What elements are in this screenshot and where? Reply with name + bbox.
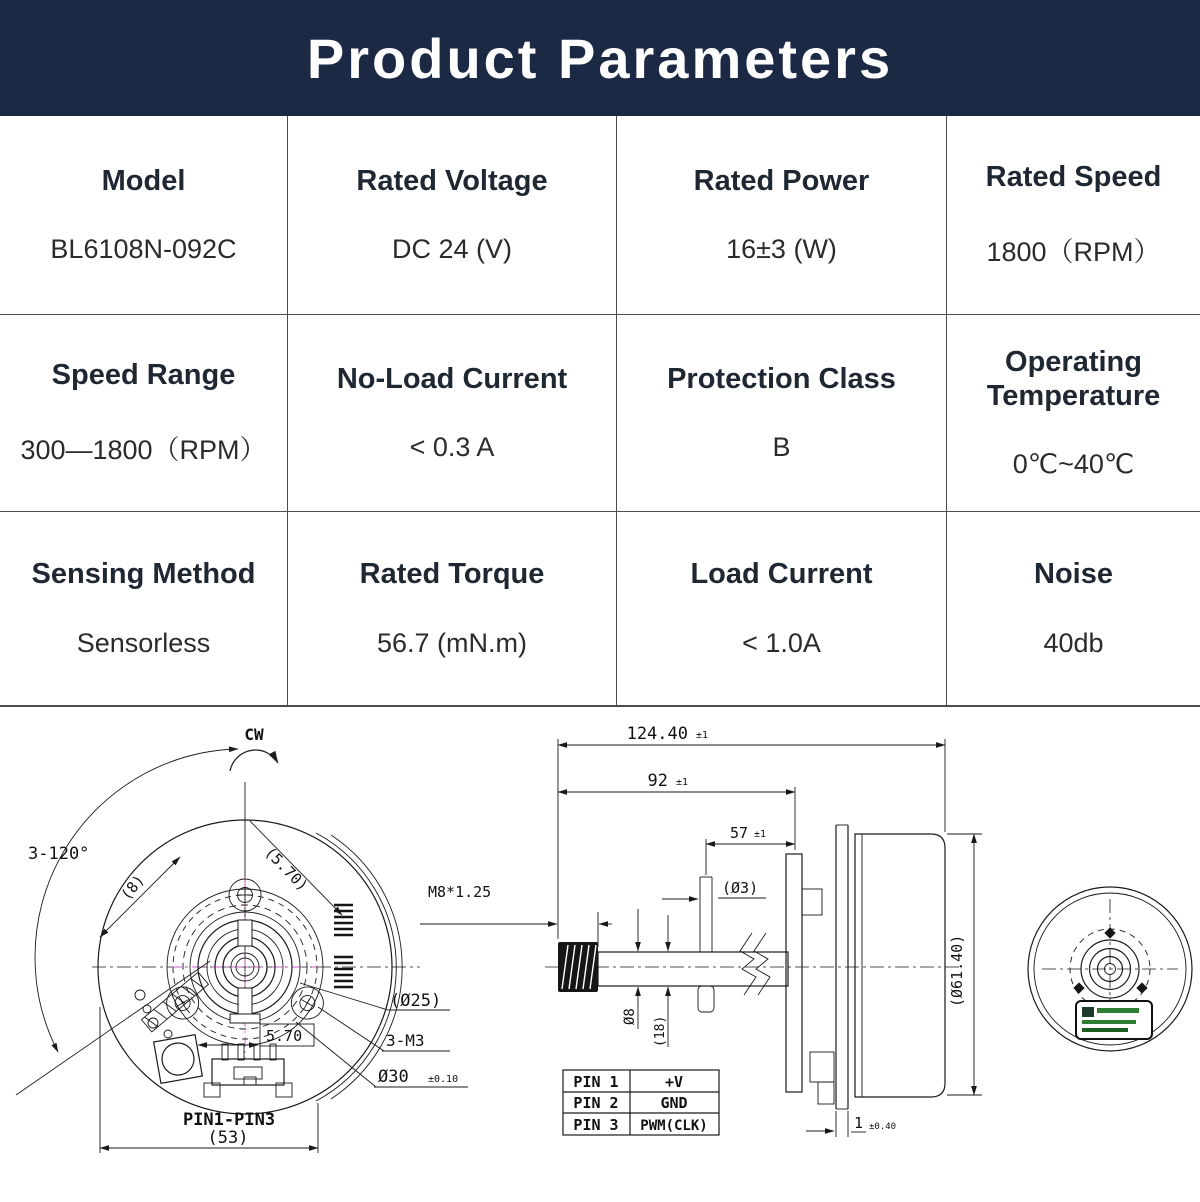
spec-label: Rated Voltage (356, 164, 548, 197)
body-width-label: (53) (207, 1128, 249, 1148)
spec-label: Protection Class (667, 362, 896, 395)
page-header (0, 0, 1200, 116)
dia-30-label: Ø30 (378, 1067, 409, 1087)
pin-dia-label: (Ø3) (722, 879, 759, 897)
spec-cell-speed-range (0, 315, 288, 512)
spec-label: Model (101, 164, 186, 197)
spec-cell-rated-speed (947, 116, 1200, 315)
motor-can (855, 834, 945, 1097)
spec-value: 40db (1043, 627, 1104, 658)
pin-number: PIN 1 (573, 1073, 619, 1091)
pin-table (563, 1070, 719, 1135)
spec-value: 56.7 (mN.m) (376, 627, 528, 658)
gap-label: 1 (854, 1114, 864, 1132)
overall-length-tolerance: ±1 (696, 730, 709, 741)
spec-label: Rated Speed (985, 160, 1162, 193)
square-component (154, 1035, 203, 1084)
spec-cell-rated-torque (288, 512, 617, 705)
spec-label: Operating Temperature (986, 346, 1161, 412)
rear-view (1028, 887, 1192, 1051)
pin-signal: GND (660, 1094, 688, 1112)
shaft-pin (698, 986, 714, 1012)
spec-value: BL6108N-092C (50, 234, 237, 265)
len-92-label: 92 (647, 771, 668, 791)
pin-number: PIN 2 (573, 1094, 619, 1112)
dia-30-tolerance: ±0.10 (428, 1074, 459, 1085)
spec-value: < 0.3 A (409, 432, 495, 463)
shaft-dia-label: Ø8 (622, 1008, 638, 1025)
mount-angle-label: 3-120° (28, 844, 90, 864)
pin-signal: +V (664, 1073, 684, 1091)
thread-label: M8*1.25 (428, 883, 492, 901)
threaded-shaft (558, 942, 598, 992)
dia-25-label: (Ø25) (390, 991, 442, 1011)
pin-signal: PWM(CLK) (640, 1118, 708, 1134)
technical-drawing (0, 707, 1200, 1202)
spec-label: Rated Torque (359, 558, 545, 591)
spec-value: 0℃~40℃ (1012, 448, 1135, 479)
spec-value: < 1.0A (742, 627, 821, 658)
spec-label: Speed Range (51, 358, 236, 391)
spec-label: Noise (1034, 558, 1113, 591)
screws-label: 3-M3 (386, 1031, 425, 1050)
len-57-label: 57 (729, 824, 748, 842)
connector-label: PIN1-PIN3 (182, 1110, 276, 1130)
connector (204, 1044, 292, 1097)
rotation-direction-label: CW (244, 725, 264, 744)
body-dia-label: (Ø61.40) (948, 934, 966, 1007)
spec-cell-rated-voltage (288, 116, 617, 315)
spec-value: Sensorless (76, 627, 211, 658)
spec-table (0, 116, 1200, 707)
spec-value: 16±3 (W) (726, 234, 837, 265)
spec-cell-noise (947, 512, 1200, 705)
spec-cell-model (0, 116, 288, 315)
dim-570-diag-label: (5.70) (261, 843, 312, 895)
spec-value: 300—1800（RPM） (20, 435, 267, 466)
stator-hatch (334, 905, 353, 987)
spec-label: No-Load Current (336, 362, 568, 395)
len-57-tolerance: ±1 (754, 829, 767, 840)
len-92-tolerance: ±1 (676, 777, 689, 788)
label-sticker (1076, 1001, 1152, 1039)
pin-number: PIN 3 (573, 1116, 619, 1134)
cw-arrow (230, 750, 278, 771)
dim-8-label: (8) (117, 871, 149, 904)
gap-tolerance: ±0.40 (869, 1122, 897, 1132)
front-view (16, 725, 468, 1153)
dim-570-label: 5.70 (266, 1027, 303, 1045)
spec-cell-sensing-method (0, 512, 288, 705)
spec-label: Load Current (690, 558, 873, 591)
mounting-ear (285, 981, 329, 1025)
spec-value: DC 24 (V) (391, 234, 513, 265)
spec-cell-operating-temperature (947, 315, 1200, 512)
spec-cell-protection-class (617, 315, 947, 512)
spec-cell-rated-power (617, 116, 947, 315)
spec-cell-load-current (617, 512, 947, 705)
side-view (420, 724, 982, 1137)
spec-label: Sensing Method (31, 558, 256, 591)
spec-value: B (772, 432, 791, 463)
overall-length-label: 124.40 (626, 724, 688, 744)
spec-value: 1800（RPM） (986, 237, 1161, 268)
spec-cell-no-load-current (288, 315, 617, 512)
spec-label: Rated Power (693, 164, 870, 197)
shaft (598, 952, 788, 986)
shaft-len-label: (18) (653, 1015, 668, 1047)
page-title: Product Parameters (306, 26, 894, 90)
